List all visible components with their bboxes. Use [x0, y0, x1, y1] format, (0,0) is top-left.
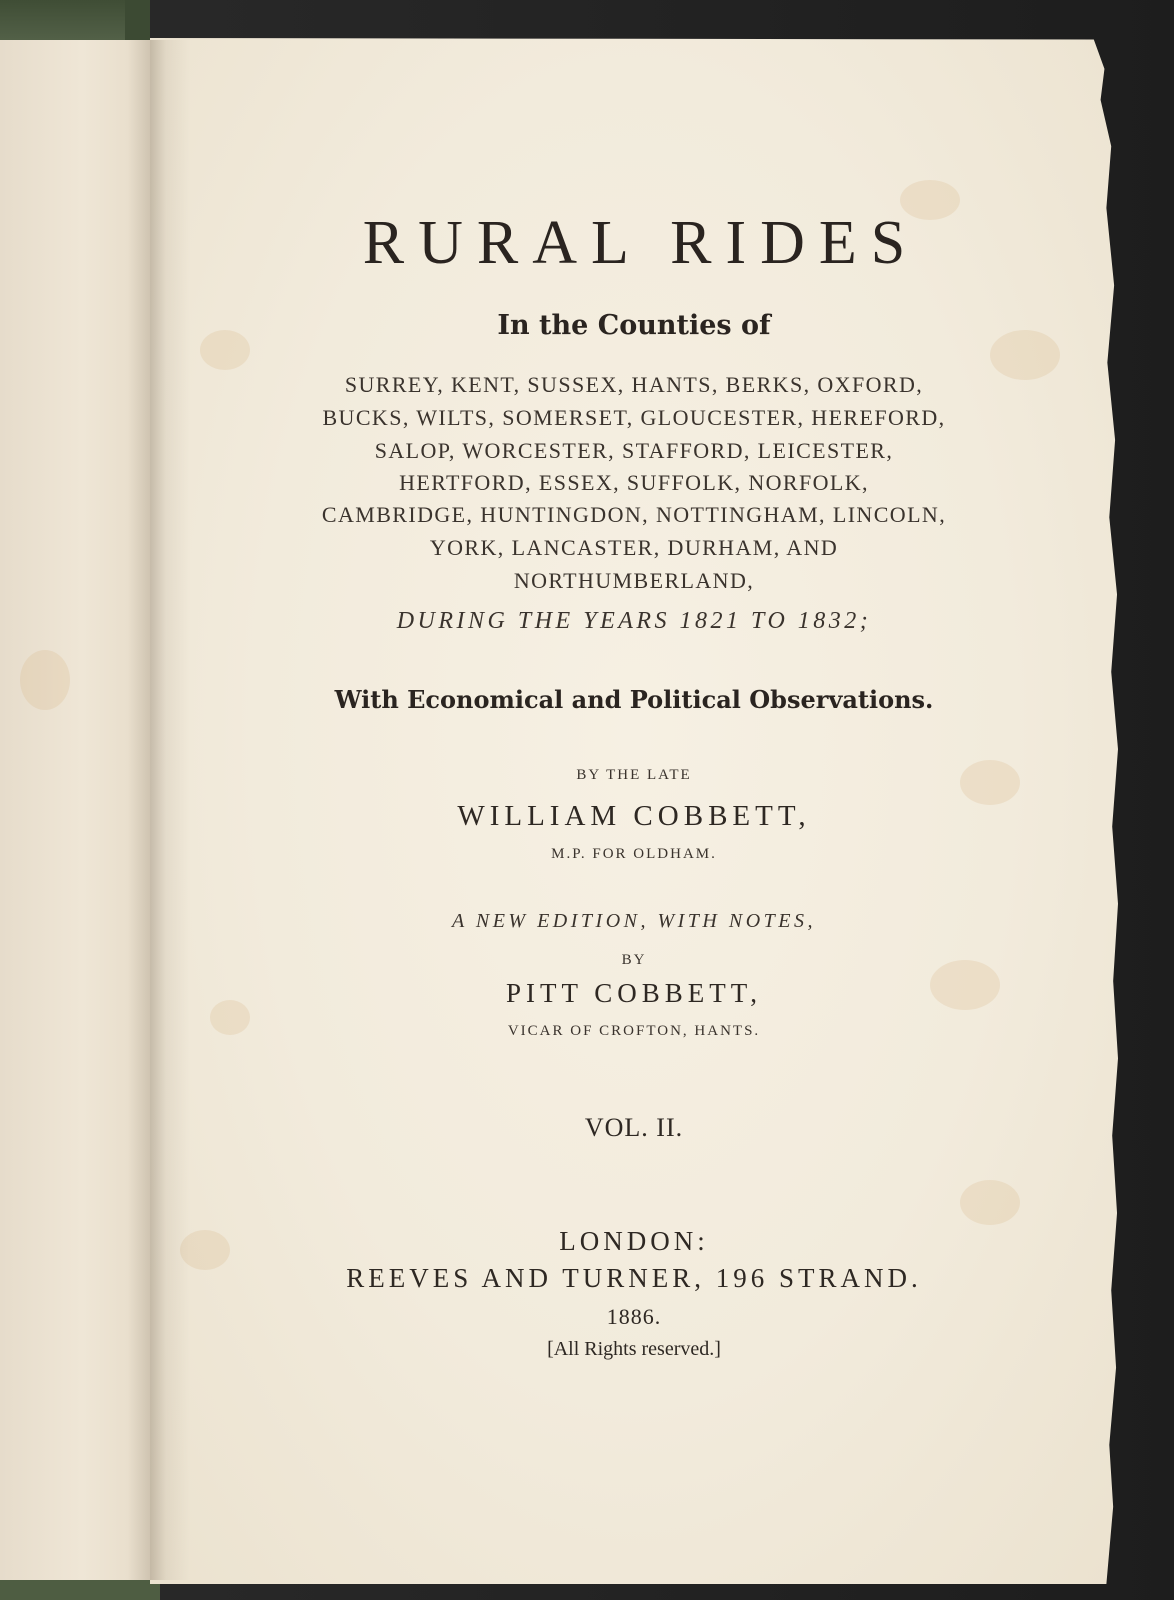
- volume-number: VOL. II.: [584, 1113, 684, 1142]
- by-line: BY: [621, 952, 647, 968]
- publication-year: 1886.: [606, 1304, 662, 1329]
- author-name: WILLIAM COBBETT,: [457, 800, 811, 832]
- foxing-spot: [20, 650, 70, 710]
- observations-line: With Economical and Political Observations.: [334, 685, 934, 714]
- publisher-line: REEVES AND TURNER, 196 STRAND.: [346, 1263, 922, 1293]
- left-endpaper: [0, 40, 150, 1580]
- author-title: M.P. FOR OLDHAM.: [551, 846, 717, 862]
- counties-line: HERTFORD, ESSEX, SUFFOLK, NORFOLK,: [399, 470, 869, 495]
- subtitle: In the Counties of: [497, 310, 771, 341]
- editor-title: VICAR OF CROFTON, HANTS.: [507, 1023, 761, 1039]
- counties-line: NORTHUMBERLAND,: [513, 568, 755, 593]
- book-title: RURAL RIDES: [362, 209, 920, 277]
- title-page-text: [150, 38, 1118, 1584]
- by-the-late: BY THE LATE: [576, 767, 692, 783]
- counties-line: BUCKS, WILTS, SOMERSET, GLOUCESTER, HEREFORD,: [322, 405, 946, 430]
- rights-notice: [All Rights reserved.]: [547, 1338, 721, 1360]
- edition-line: A NEW EDITION, WITH NOTES,: [452, 910, 816, 932]
- counties-line: YORK, LANCASTER, DURHAM, AND: [429, 535, 839, 560]
- editor-name: PITT COBBETT,: [505, 978, 762, 1008]
- counties-line: SURREY, KENT, SUSSEX, HANTS, BERKS, OXFORD,: [344, 372, 924, 397]
- place-of-publication: LONDON:: [559, 1226, 709, 1256]
- counties-line: SALOP, WORCESTER, STAFFORD, LEICESTER,: [374, 438, 894, 463]
- years-line: DURING THE YEARS 1821 TO 1832;: [396, 608, 872, 634]
- counties-line: CAMBRIDGE, HUNTINGDON, NOTTINGHAM, LINCOLN,: [321, 502, 947, 527]
